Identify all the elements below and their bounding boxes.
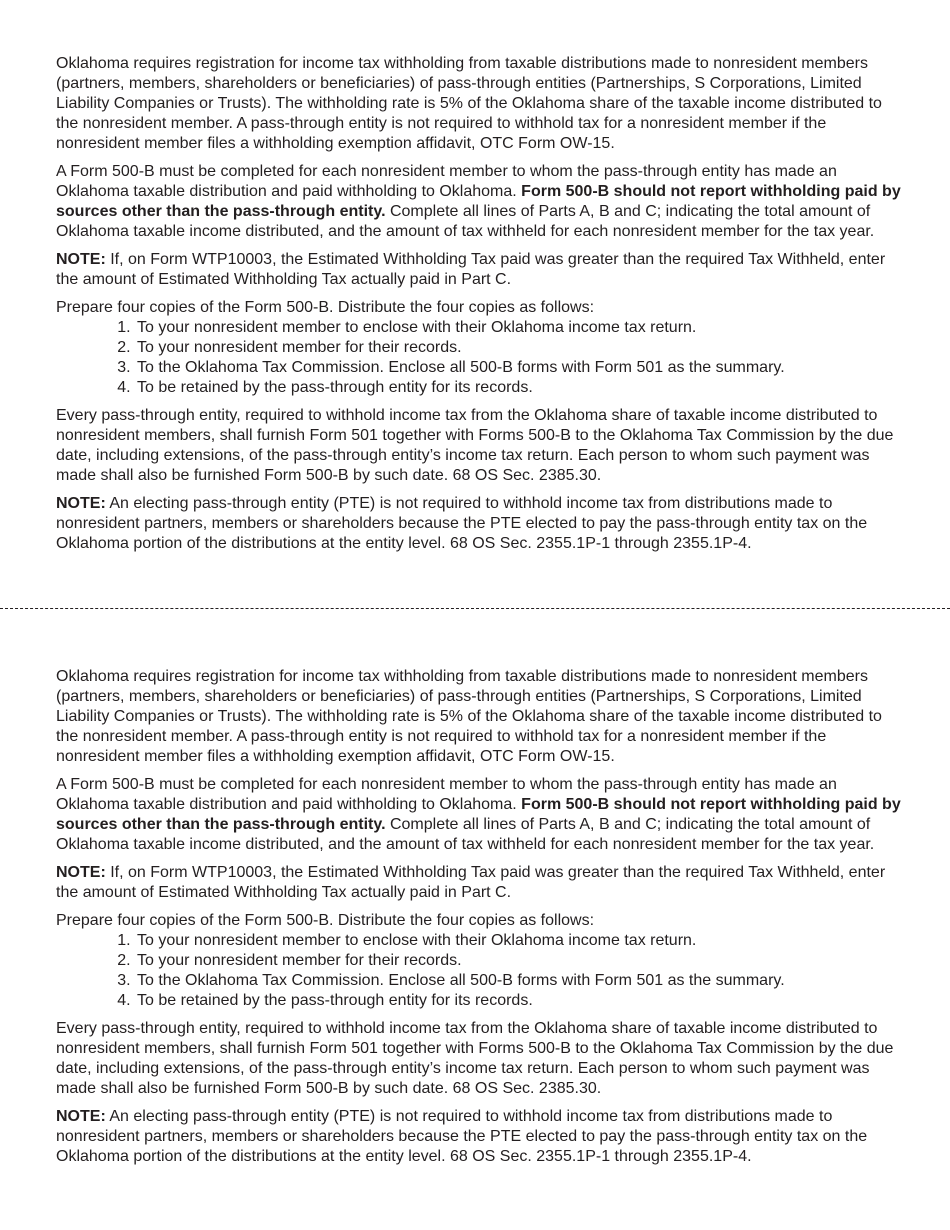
note-text: An electing pass-through entity (PTE) is not required to withhold income tax from distributions made to nonresident partners, members or shareholders because the PTE elected to pay the pass-through entity tax on the Oklahoma portion of the distributions at the entity level. 68 OS Sec. 2355.1P-1 through 2355.1P-4. xyxy=(56,495,868,552)
form-500b-bold-text: Form 500-B should not report withholding paid by sources other than the pass-through entity. xyxy=(56,183,901,220)
form-500b-text-cont: Complete all lines of Parts A, B and C; indicating the total amount of Oklahoma taxable income distributed, and the amount of tax withheld for each nonresident member for the tax year. xyxy=(56,203,875,240)
list-item: 4. To be retained by the pass-through entity for its records. xyxy=(135,378,901,398)
note-estimated-tax xyxy=(56,250,901,290)
prepare-copies-paragraph: Prepare four copies of the Form 500-B. Distribute the four copies as follows: xyxy=(56,299,595,316)
copies-list xyxy=(56,931,901,1011)
note-text: If, on Form WTP10003, the Estimated Withholding Tax paid was greater than the required Tax Withheld, enter the amount of Estimated Withholding Tax actually paid in Part C. xyxy=(56,864,886,901)
note-electing-pte xyxy=(56,1107,901,1167)
list-item: 1. To your nonresident member to enclose with their Oklahoma income tax return. xyxy=(135,318,901,338)
note-text: If, on Form WTP10003, the Estimated Withholding Tax paid was greater than the required Tax Withheld, enter the amount of Estimated Withholding Tax actually paid in Part C. xyxy=(56,251,886,288)
furnish-paragraph: Every pass-through entity, required to withhold income tax from the Oklahoma share of taxable income distributed to nonresident members, shall furnish Form 501 together with Forms 500-B to the Oklahoma Tax Commission by the due date, including extensions, of the pass-through entity’s income tax return. Each person to whom such payment was made shall also be furnished Form 500-B by such date. 68 OS Sec. 2385.30. xyxy=(56,1020,894,1097)
list-item: 3. To the Oklahoma Tax Commission. Enclose all 500-B forms with Form 501 as the summary. xyxy=(135,358,901,378)
registration-paragraph: Oklahoma requires registration for income tax withholding from taxable distributions made to nonresident members (partners, members, shareholders or beneficiaries) of pass-through entities (Partnerships, S Corporations, Limited Liability Companies or Trusts). The withholding rate is 5% of the Oklahoma share of the taxable income distributed to the nonresident member. A pass-through entity is not required to withhold tax for a nonresident member if the nonresident member files a withholding exemption affidavit, OTC Form OW-15. xyxy=(56,668,882,765)
form-500b-text: A Form 500-B must be completed for each nonresident member to whom the pass-through entity has made an Oklahoma taxable distribution and paid withholding to Oklahoma. xyxy=(56,776,837,813)
note-label: NOTE: xyxy=(56,495,106,512)
form-500b-text: A Form 500-B must be completed for each nonresident member to whom the pass-through entity has made an Oklahoma taxable distribution and paid withholding to Oklahoma. xyxy=(56,163,837,200)
instructions-copy-bottom xyxy=(56,667,901,1175)
registration-paragraph: Oklahoma requires registration for income tax withholding from taxable distributions made to nonresident members (partners, members, shareholders or beneficiaries) of pass-through entities (Partnerships, S Corporations, Limited Liability Companies or Trusts). The withholding rate is 5% of the Oklahoma share of the taxable income distributed to the nonresident member. A pass-through entity is not required to withhold tax for a nonresident member if the nonresident member files a withholding exemption affidavit, OTC Form OW-15. xyxy=(56,55,882,152)
list-item: 2. To your nonresident member for their records. xyxy=(135,338,901,358)
instructions-copy-top xyxy=(56,54,901,562)
note-text: An electing pass-through entity (PTE) is not required to withhold income tax from distributions made to nonresident partners, members or shareholders because the PTE elected to pay the pass-through entity tax on the Oklahoma portion of the distributions at the entity level. 68 OS Sec. 2355.1P-1 through 2355.1P-4. xyxy=(56,1108,868,1165)
note-label: NOTE: xyxy=(56,251,106,268)
list-item: 1. To your nonresident member to enclose with their Oklahoma income tax return. xyxy=(135,931,901,951)
list-item: 3. To the Oklahoma Tax Commission. Enclose all 500-B forms with Form 501 as the summary. xyxy=(135,971,901,991)
furnish-paragraph: Every pass-through entity, required to withhold income tax from the Oklahoma share of taxable income distributed to nonresident members, shall furnish Form 501 together with Forms 500-B to the Oklahoma Tax Commission by the due date, including extensions, of the pass-through entity’s income tax return. Each person to whom such payment was made shall also be furnished Form 500-B by such date. 68 OS Sec. 2385.30. xyxy=(56,407,894,484)
note-label: NOTE: xyxy=(56,1108,106,1125)
form-500b-bold-text: Form 500-B should not report withholding paid by sources other than the pass-through entity. xyxy=(56,796,901,833)
list-item: 4. To be retained by the pass-through entity for its records. xyxy=(135,991,901,1011)
note-label: NOTE: xyxy=(56,864,106,881)
note-electing-pte xyxy=(56,494,901,554)
form-500b-paragraph xyxy=(56,775,901,855)
prepare-copies-paragraph: Prepare four copies of the Form 500-B. Distribute the four copies as follows: xyxy=(56,912,595,929)
dashed-cut-line xyxy=(0,608,950,609)
note-estimated-tax xyxy=(56,863,901,903)
form-500b-text-cont: Complete all lines of Parts A, B and C; indicating the total amount of Oklahoma taxable income distributed, and the amount of tax withheld for each nonresident member for the tax year. xyxy=(56,816,875,853)
form-500b-paragraph xyxy=(56,162,901,242)
list-item: 2. To your nonresident member for their records. xyxy=(135,951,901,971)
copies-list xyxy=(56,318,901,398)
